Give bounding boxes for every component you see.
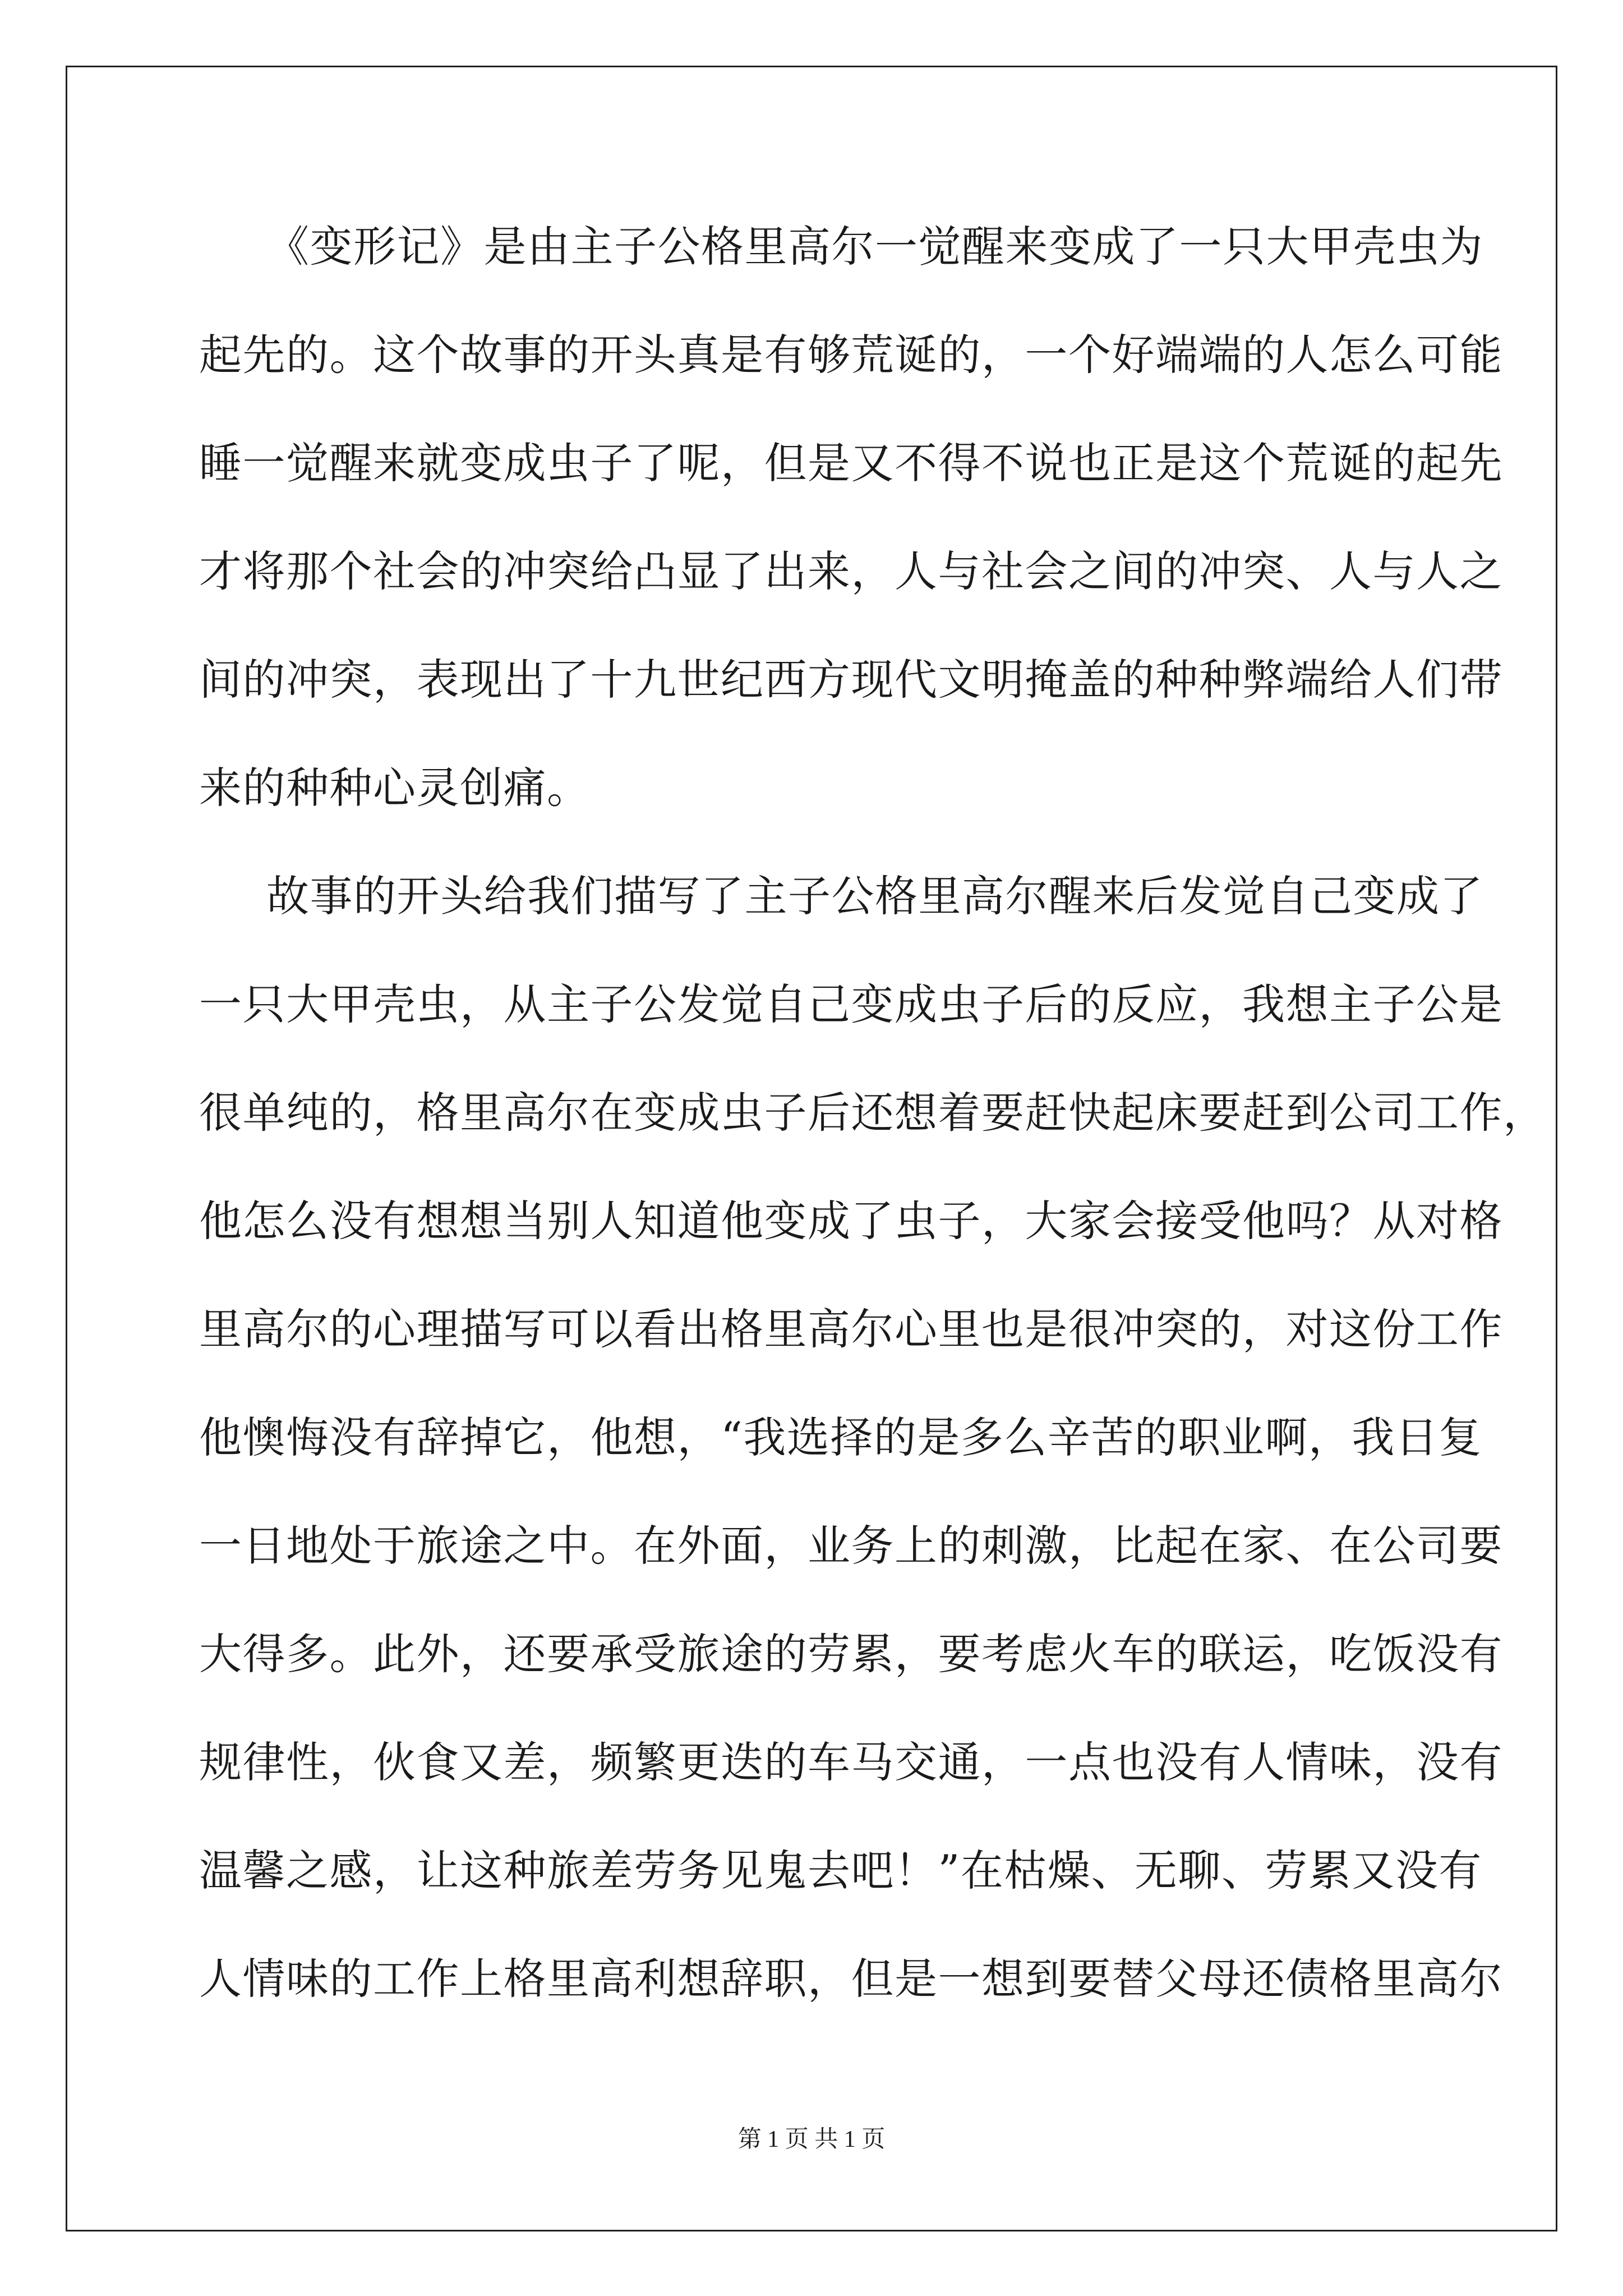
paragraph-2-line-9: 规律性，伙食又差，频繁更迭的车马交通，一点也没有人情味，没有: [199, 1737, 1503, 1787]
paragraph-2-line-10: 温馨之感，让这种旅差劳务见鬼去吧！”在枯燥、无聊、劳累又没有: [199, 1846, 1482, 1895]
paragraph-2-line-7: 一日地处于旅途之中。在外面，业务上的刺激，比起在家、在公司要: [199, 1521, 1503, 1571]
paragraph-2-line-3: 很单纯的，格里高尔在变成虫子后还想着要赶快起床要赶到公司工作，: [199, 1088, 1547, 1138]
paragraph-2-line-8: 大得多。此外，还要承受旅途的劳累，要考虑火车的联运，吃饭没有: [199, 1629, 1503, 1679]
paragraph-2-line-6: 他懊悔没有辞掉它，他想，“我选择的是多么辛苦的职业啊，我日复: [199, 1412, 1482, 1462]
document-body: [199, 213, 1547, 2054]
paragraph-1-line-1: 《变形记》是由主子公格里高尔一觉醒来变成了一只大甲壳虫为: [266, 222, 1483, 272]
paragraph-2-line-2: 一只大甲壳虫，从主子公发觉自己变成虫子后的反应，我想主子公是: [199, 979, 1503, 1029]
paragraph-1-line-2: 起先的。这个故事的开头真是有够荒诞的，一个好端端的人怎么可能: [199, 330, 1503, 380]
paragraph-1-line-5: 间的冲突，表现出了十九世纪西方现代文明掩盖的种种弊端给人们带: [199, 655, 1503, 705]
paragraph-1-line-4: 才将那个社会的冲突给凸显了出来，人与社会之间的冲突、人与人之: [199, 546, 1503, 596]
paragraph-2-line-5: 里高尔的心理描写可以看出格里高尔心里也是很冲突的，对这份工作: [199, 1304, 1503, 1354]
page-number-footer: 第 1 页 共 1 页: [737, 2127, 886, 2152]
paragraph-2-line-4: 他怎么没有想想当别人知道他变成了虫子，大家会接受他吗？从对格: [199, 1196, 1503, 1246]
paragraph-1-line-6: 来的种种心灵创痛。: [199, 763, 591, 813]
paragraph-1-line-3: 睡一觉醒来就变成虫子了呢，但是又不得不说也正是这个荒诞的起先: [199, 438, 1503, 488]
paragraph-2-line-11: 人情味的工作上格里高利想辞职，但是一想到要替父母还债格里高尔: [199, 1954, 1503, 2004]
paragraph-2-line-1: 故事的开头给我们描写了主子公格里高尔醒来后发觉自己变成了: [266, 871, 1483, 921]
